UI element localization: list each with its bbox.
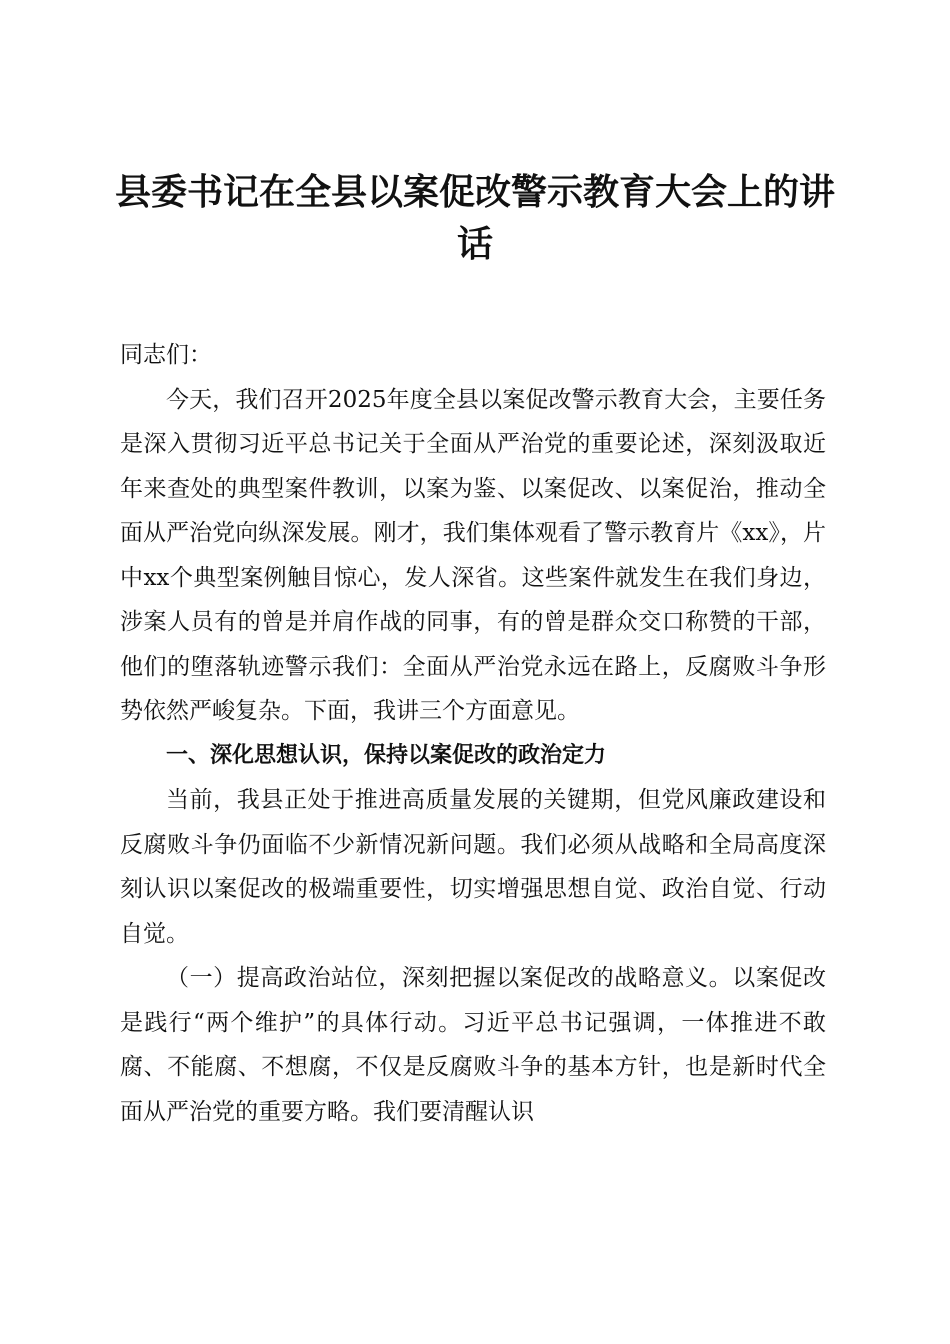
document-body [120, 333, 826, 1134]
section-heading-1: 一、深化思想认识，保持以案促改的政治定力 [166, 742, 607, 768]
document-title: 县委书记在全县以案促改警示教育大会上的讲话 [114, 171, 835, 265]
paragraph-opening: 今天，我们召开2025年度全县以案促改警示教育大会，主要任务是深入贯彻习近平总书记关于全面从严治党的重要论述，深刻汲取近年来查处的典型案件教训，以案为鉴、以案促改、以案促治，推动全面从严治党向纵深发展。刚才，我们集体观看了警示教育片《xx》，片中xx个典型案例触目惊心，发人深省。这些案件就发生在我们身边，涉案人员有的曾是并肩作战的同事，有的曾是群众交口称赞的干部，他们的堕落轨迹警示我们：全面从严治党永远在路上，反腐败斗争形势依然严峻复杂。下面，我讲三个方面意见。 [120, 386, 826, 724]
salutation: 同志们： [120, 342, 212, 368]
paragraph-section-1-intro: 当前，我县正处于推进高质量发展的关键期，但党风廉政建设和反腐败斗争仍面临不少新情况新问题。我们必须从战略和全局高度深刻认识以案促改的极端重要性，切实增强思想自觉、政治自觉、行动自觉。 [120, 787, 826, 947]
paragraph-subsection-1: （一）提高政治站位，深刻把握以案促改的战略意义。以案促改是践行“两个维护”的具体行动。习近平总书记强调，一体推进不敢腐、不能腐、不想腐，不仅是反腐败斗争的基本方针，也是新时代全面从严治党的重要方略。我们要清醒认识 [120, 965, 826, 1125]
